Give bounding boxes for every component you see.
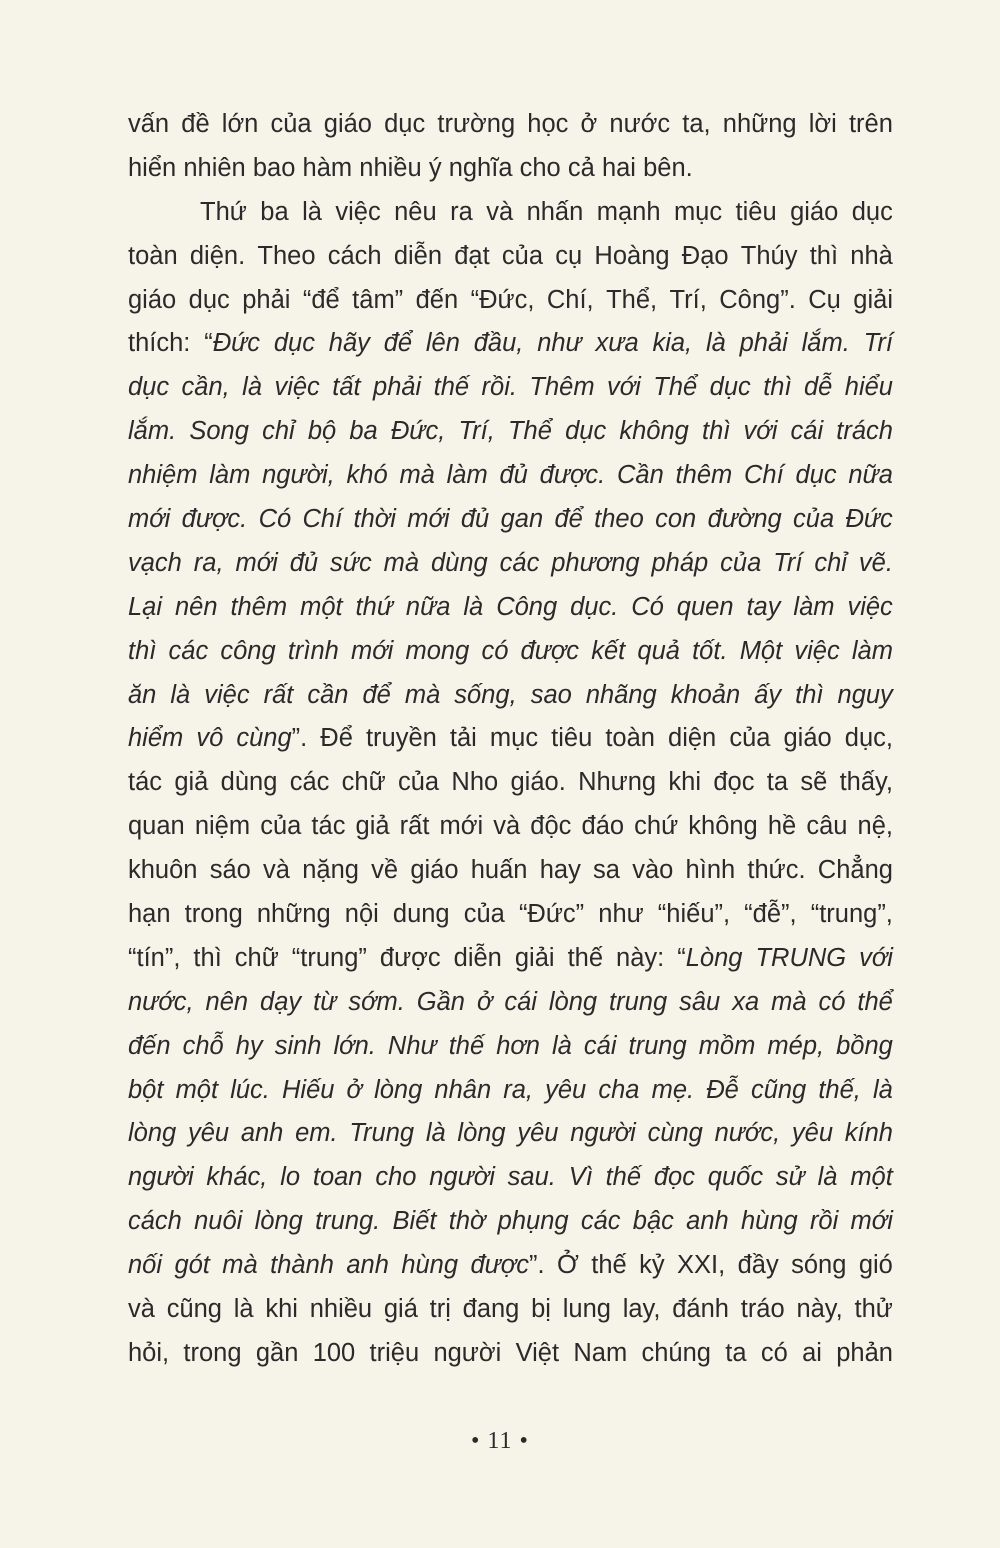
text-line: toàn diện. Theo cách diễn đạt của cụ Hoàng Đạo Thúy thì nhà bbox=[128, 241, 893, 270]
text-line: cách nuôi lòng trung. Biết thờ phụng các bậc anh hùng rồi mới bbox=[128, 1207, 893, 1236]
text-line: vấn đề lớn của giáo dục trường học ở nước ta, những lời trên bbox=[128, 110, 893, 138]
text-line: lắm. Song chỉ bộ ba Đức, Trí, Thể dục không thì với cái trách bbox=[128, 417, 893, 446]
text-line: quan niệm của tác giả rất mới và độc đáo chứ không hề câu nệ, bbox=[128, 812, 893, 841]
text-line: thì các công trình mới mong có được kết quả tốt. Một việc làm bbox=[128, 636, 893, 665]
text-line: vạch ra, mới đủ sức mà dùng các phương pháp của Trí chỉ vẽ. bbox=[128, 548, 893, 577]
text-line: nước, nên dạy từ sớm. Gần ở cái lòng trung sâu xa mà có thể bbox=[128, 987, 893, 1016]
text-line: Lại nên thêm một thứ nữa là Công dục. Có quen tay làm việc bbox=[128, 592, 893, 621]
text-line: hiển nhiên bao hàm nhiều ý nghĩa cho cả hai bên. bbox=[128, 153, 693, 182]
text-line: mới được. Có Chí thời mới đủ gan để theo con đường của Đức bbox=[128, 505, 893, 534]
text-line: nối gót mà thành anh hùng được”. Ở thế kỷ XXI, đầy sóng gió bbox=[128, 1251, 893, 1280]
text-line: hỏi, trong gần 100 triệu người Việt Nam chúng ta có ai phản bbox=[128, 1338, 893, 1367]
text-line: ăn là việc rất cần để mà sống, sao nhãng khoản ấy thì nguy bbox=[128, 680, 893, 709]
text-line: “tín”, thì chữ “trung” được diễn giải thế này: “Lòng TRUNG với bbox=[128, 943, 893, 972]
text-line: dục cần, là việc tất phải thế rồi. Thêm với Thể dục thì dễ hiểu bbox=[128, 373, 893, 402]
text-line: hiểm vô cùng”. Để truyền tải mục tiêu toàn diện của giáo dục, bbox=[128, 724, 893, 753]
page-number: • 11 • bbox=[471, 1428, 529, 1454]
text-line: Thứ ba là việc nêu ra và nhấn mạnh mục tiêu giáo dục bbox=[200, 197, 893, 226]
text-line: lòng yêu anh em. Trung là lòng yêu người cùng nước, yêu kính bbox=[128, 1119, 893, 1148]
text-line: thích: “Đức dục hãy để lên đầu, như xưa kia, là phải lắm. Trí bbox=[128, 329, 893, 358]
text-line: hạn trong những nội dung của “Đức” như “hiếu”, “đễ”, “trung”, bbox=[128, 900, 893, 929]
text-line: giáo dục phải “để tâm” đến “Đức, Chí, Thể, Trí, Công”. Cụ giải bbox=[128, 285, 893, 314]
text-line: khuôn sáo và nặng về giáo huấn hay sa vào hình thức. Chẳng bbox=[128, 856, 893, 885]
text-line: và cũng là khi nhiều giá trị đang bị lung lay, đánh tráo này, thử bbox=[128, 1295, 893, 1324]
text-line: bột một lúc. Hiếu ở lòng nhân ra, yêu cha mẹ. Đễ cũng thế, là bbox=[128, 1075, 893, 1104]
body-text bbox=[128, 103, 893, 1376]
text-line: đến chỗ hy sinh lớn. Như thế hơn là cái trung mồm mép, bồng bbox=[128, 1031, 893, 1060]
text-line: tác giả dùng các chữ của Nho giáo. Nhưng khi đọc ta sẽ thấy, bbox=[128, 768, 893, 797]
text-line: người khác, lo toan cho người sau. Vì thế đọc quốc sử là một bbox=[128, 1163, 893, 1192]
text-line: nhiệm làm người, khó mà làm đủ được. Cần thêm Chí dục nữa bbox=[128, 461, 893, 490]
